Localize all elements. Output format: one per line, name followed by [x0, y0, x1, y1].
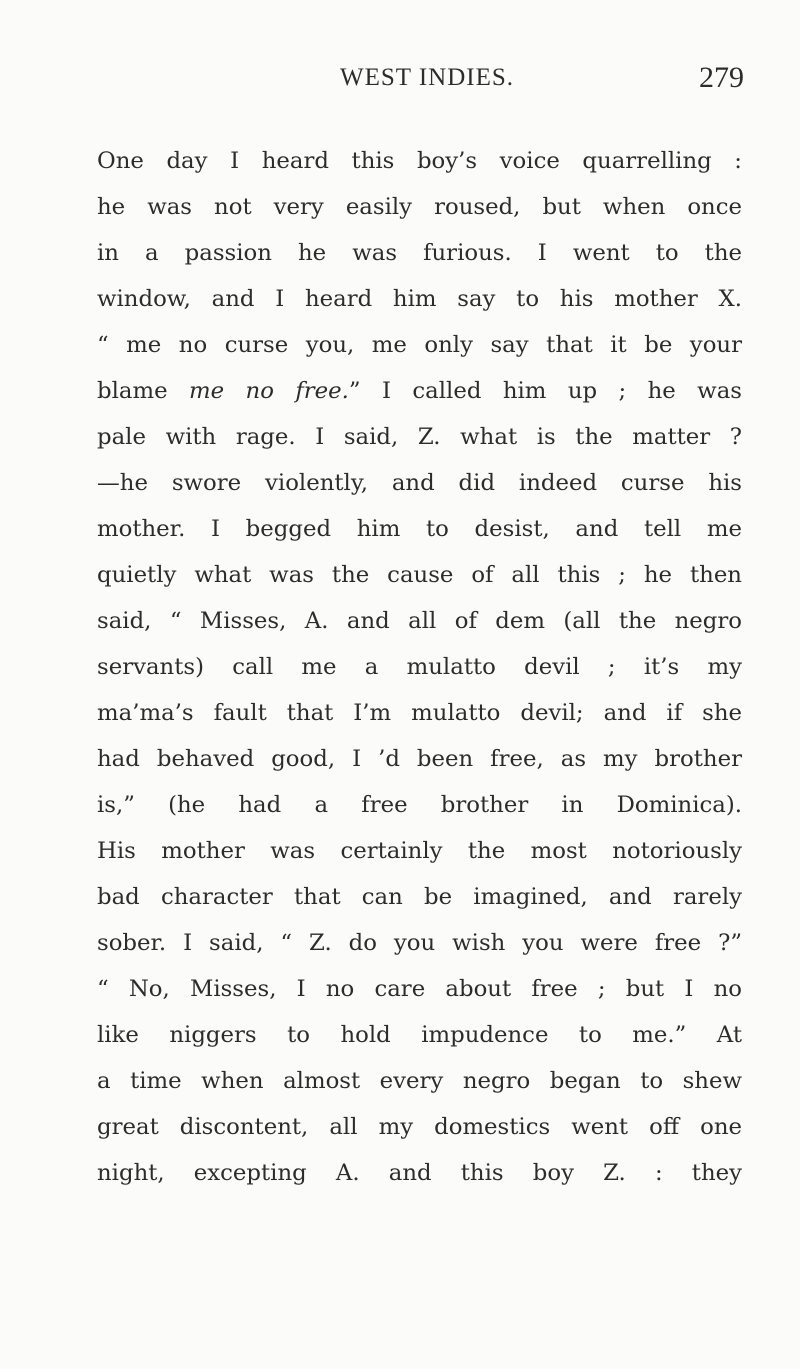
italic-phrase: me no free. — [189, 378, 349, 404]
running-head — [0, 58, 800, 98]
text-line-5: “ me no curse you, me only say that it be your — [97, 332, 742, 358]
text-line-7: pale with rage. I said, Z. what is the matter ? — [97, 424, 742, 450]
text-line-3: in a passion he was furious. I went to the — [97, 240, 742, 266]
body-text — [97, 138, 742, 1196]
text-line-19: “ No, Misses, I no care about free ; but I no — [97, 976, 742, 1002]
text-line-14: had behaved good, I ’d been free, as my brother — [97, 746, 742, 772]
text-line-23: night, excepting A. and this boy Z. : they — [97, 1160, 742, 1186]
text-line-1: One day I heard this boy’s voice quarrelling : — [97, 148, 742, 174]
text-line-6-after: ” I called him up ; he was — [348, 378, 742, 404]
text-line-17: bad character that can be imagined, and rarely — [97, 884, 742, 910]
text-line-4: window, and I heard him say to his mother X. — [97, 286, 742, 312]
running-title: WEST INDIES. — [340, 64, 515, 91]
text-line-15: is,” (he had a free brother in Dominica). — [97, 792, 742, 818]
text-line-20: like niggers to hold impudence to me.” At — [97, 1022, 742, 1048]
text-line-16: His mother was certainly the most notoriously — [97, 838, 742, 864]
text-line-10: quietly what was the cause of all this ; he then — [97, 562, 742, 588]
text-line-13: ma’ma’s fault that I’m mulatto devil; and if she — [97, 700, 742, 726]
text-line-9: mother. I begged him to desist, and tell me — [97, 516, 742, 542]
text-line-12: servants) call me a mulatto devil ; it’s my — [97, 654, 742, 680]
page-number: 279 — [699, 61, 744, 94]
text-line-6-before: blame — [97, 378, 189, 404]
text-line-18: sober. I said, “ Z. do you wish you were free ?” — [97, 930, 742, 956]
text-line-8: —he swore violently, and did indeed curse his — [97, 470, 742, 496]
text-line-22: great discontent, all my domestics went off one — [97, 1114, 742, 1140]
text-line-21: a time when almost every negro began to shew — [97, 1068, 742, 1094]
text-line-11: said, “ Misses, A. and all of dem (all the negro — [97, 608, 742, 634]
text-line-2: he was not very easily roused, but when once — [97, 194, 742, 220]
text-line-6 — [97, 368, 742, 414]
